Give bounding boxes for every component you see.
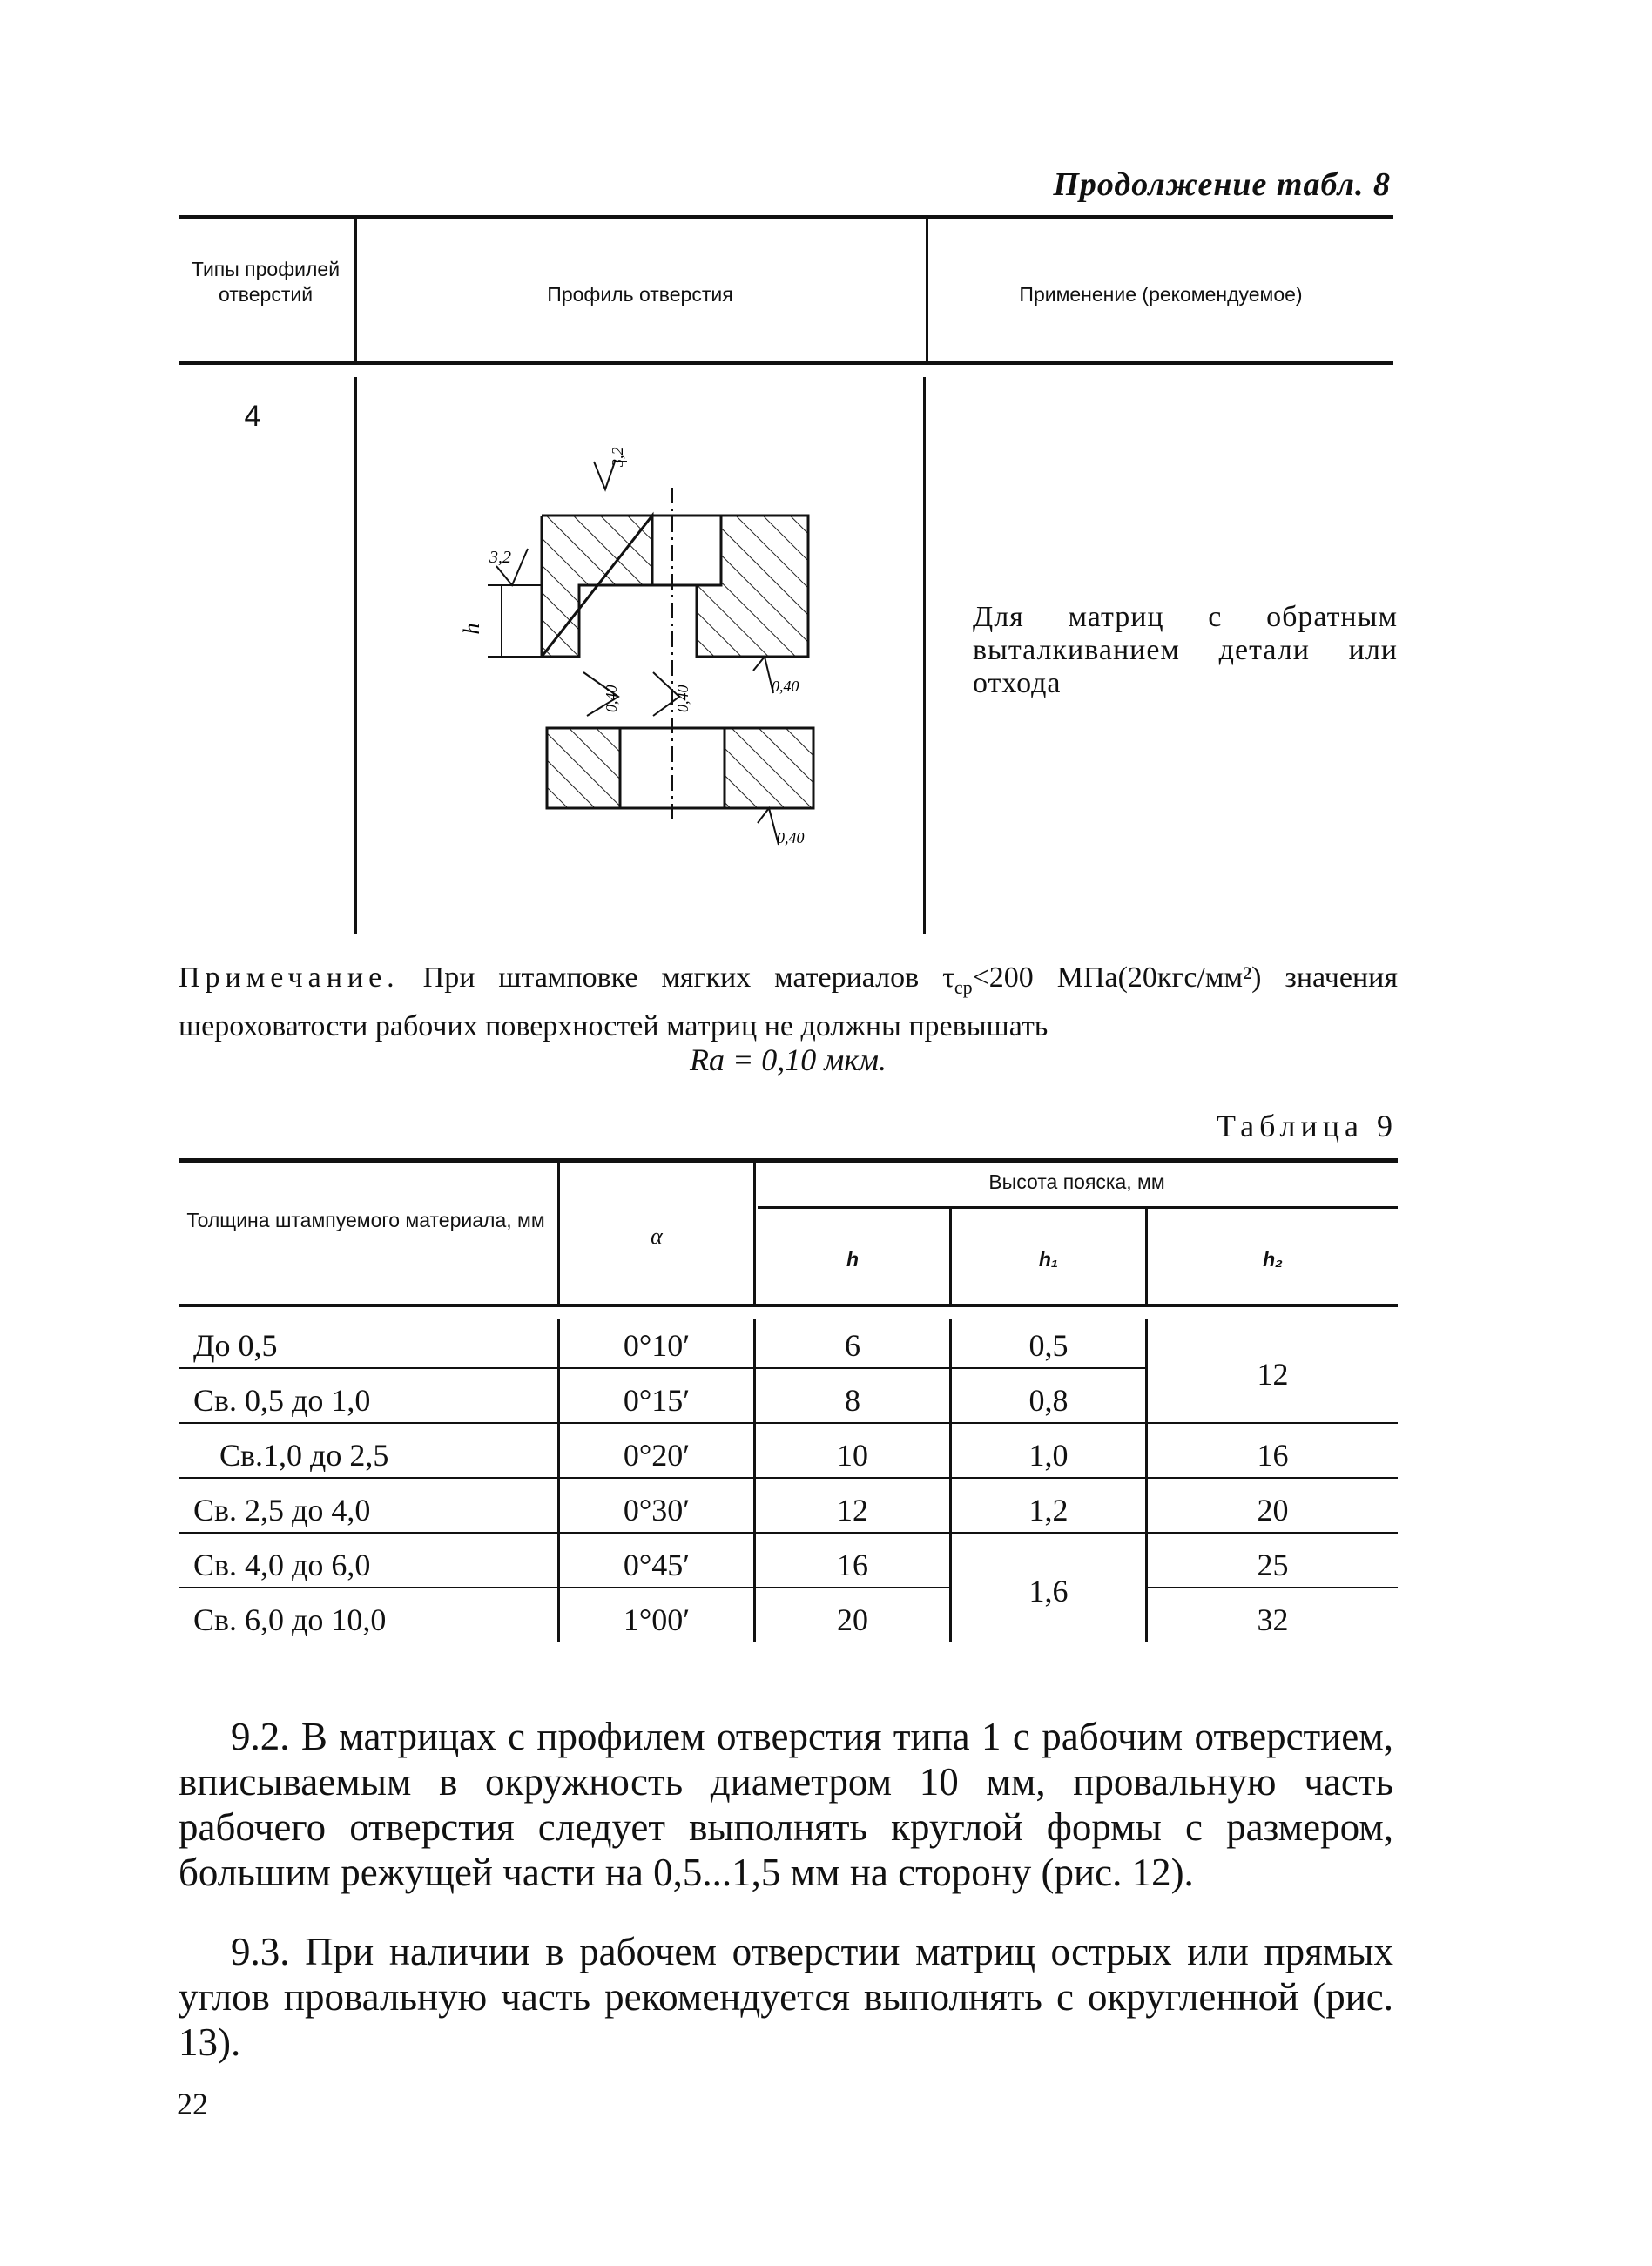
note xyxy=(179,958,1398,1046)
table9-top-rule xyxy=(179,1158,1398,1163)
cell-h2: 20 xyxy=(1257,1493,1289,1528)
row-rule xyxy=(1145,1587,1398,1588)
header-h: h xyxy=(846,1248,860,1271)
header-alpha: α xyxy=(651,1224,663,1249)
cell-h2-merged: 12 xyxy=(1257,1357,1289,1392)
cell-h1: 0,5 xyxy=(1028,1328,1069,1363)
svg-text:0,40: 0,40 xyxy=(674,685,691,712)
header-hole-profile: Профиль отверстия xyxy=(547,283,733,306)
cell-thickness: До 0,5 xyxy=(193,1328,278,1363)
header-thickness: Толщина штампуемого материала, мм xyxy=(186,1209,545,1231)
cell-h2: 32 xyxy=(1257,1602,1289,1637)
application-text: Для матриц с обратным выталкиванием детали или отхода xyxy=(973,601,1398,699)
cell-h1: 1,0 xyxy=(1028,1438,1069,1473)
row-rule xyxy=(179,1367,1145,1369)
table8-divider xyxy=(923,377,926,934)
page-number: 22 xyxy=(177,2087,208,2121)
svg-text:0,40: 0,40 xyxy=(772,678,799,695)
cell-h: 6 xyxy=(845,1328,860,1363)
cell-h: 10 xyxy=(837,1438,868,1473)
hole-profile-drawing xyxy=(357,435,923,871)
cell-alpha: 0°15′ xyxy=(623,1383,691,1418)
cell-h: 12 xyxy=(837,1493,868,1528)
cell-thickness: Св. 4,0 до 6,0 xyxy=(193,1548,371,1582)
svg-text:h: h xyxy=(459,623,484,635)
cell-h1: 1,2 xyxy=(1028,1493,1069,1528)
paragraph-9-3: 9.3. При наличии в рабочем отверстии матриц острых или прямых углов провальную часть рекомендуется выполнять с округленной (рис. 13). xyxy=(179,1930,1393,2064)
cell-alpha: 0°20′ xyxy=(623,1438,691,1473)
cell-h2: 25 xyxy=(1257,1548,1289,1582)
cell-h2: 16 xyxy=(1257,1438,1289,1473)
row-rule xyxy=(179,1532,1398,1534)
note-subscript: ср xyxy=(954,975,973,998)
cell-alpha: 0°10′ xyxy=(623,1328,691,1363)
table9-header-rule xyxy=(179,1304,1398,1307)
row-type-number: 4 xyxy=(244,400,261,433)
cell-alpha: 0°45′ xyxy=(623,1548,691,1582)
svg-text:0,40: 0,40 xyxy=(603,685,620,712)
cell-thickness: Св. 6,0 до 10,0 xyxy=(193,1602,387,1637)
cell-thickness: Св. 0,5 до 1,0 xyxy=(193,1383,371,1418)
cell-alpha: 0°30′ xyxy=(623,1493,691,1528)
cell-thickness: Св. 2,5 до 4,0 xyxy=(193,1493,371,1528)
cell-h: 16 xyxy=(837,1548,868,1582)
svg-text:0,40: 0,40 xyxy=(777,829,805,846)
cell-h1-merged: 1,6 xyxy=(1028,1574,1069,1608)
cell-h1: 0,8 xyxy=(1028,1383,1069,1418)
table8-top-rule xyxy=(179,215,1393,219)
svg-text:3,2: 3,2 xyxy=(609,447,626,467)
table9-group-rule xyxy=(758,1206,1398,1209)
row-rule xyxy=(179,1587,949,1588)
row-rule xyxy=(179,1422,1398,1424)
paragraph-9-2: 9.2. В матрицах с профилем отверстия типа 1 с рабочим отверстием, вписываемым в окружность диаметром 10 мм, провальную часть рабочего отверстия следует выполнять круглой формы с размером, большим режущей части на 0,5...1,5 мм на сторону (рис. 12). xyxy=(179,1715,1393,1894)
cell-h: 20 xyxy=(837,1602,868,1637)
cell-h: 8 xyxy=(845,1383,860,1418)
table-continuation-caption: Продолжение табл. 8 xyxy=(1053,166,1391,203)
cell-thickness: Св.1,0 до 2,5 xyxy=(219,1438,389,1473)
table8-header-rule xyxy=(179,361,1393,365)
header-h2: h₂ xyxy=(1263,1248,1283,1271)
svg-text:3,2: 3,2 xyxy=(489,548,511,567)
cell-alpha: 1°00′ xyxy=(623,1602,691,1637)
header-application: Применение (рекомендуемое) xyxy=(1019,283,1303,306)
row-rule xyxy=(179,1477,1398,1479)
note-label: Примечание. xyxy=(179,961,400,994)
note-text-before: При штамповке мягких материалов τ xyxy=(422,961,954,994)
note-formula: Ra = 0,10 мкм. xyxy=(689,1042,887,1077)
header-h1: h₁ xyxy=(1038,1248,1059,1271)
header-profile-types: Типы профилей отверстий xyxy=(191,258,341,306)
note-text-after: <200 МПа(20кгс/мм²) значения шероховатости рабочих поверхностей матриц не должны превышать xyxy=(179,961,1399,1042)
table9-caption: Таблица 9 xyxy=(1217,1109,1398,1143)
header-belt-height: Высота пояска, мм xyxy=(988,1170,1165,1193)
